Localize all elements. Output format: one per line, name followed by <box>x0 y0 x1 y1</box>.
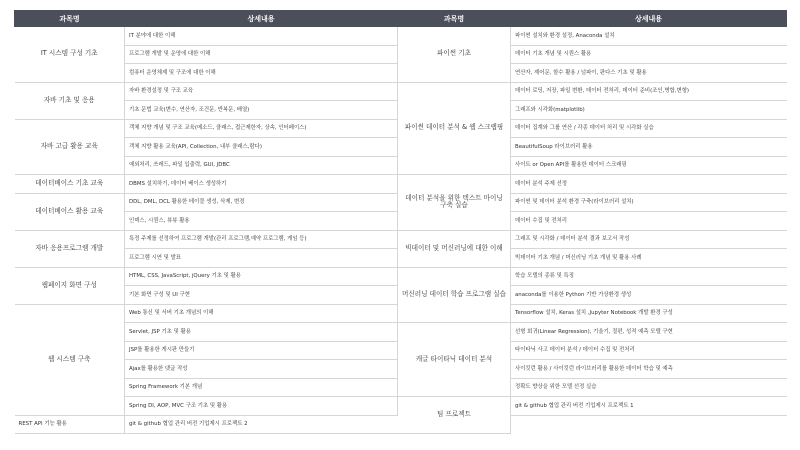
detail-cell-right: BeautifulSoup 라이브러리 활용 <box>511 138 787 157</box>
detail-cell-right: git & github 협업 관리 버전 기업제시 프로젝트 1 <box>511 397 787 416</box>
detail-cell-left: 객체 지향 개념 및 구조 교육(메소드, 클래스, 접근제한자, 상속, 인터페이스) <box>125 119 398 138</box>
subject-cell-left <box>15 230 125 267</box>
subject-name: 웹 시스템 구축 <box>48 354 91 363</box>
subject-name: 머신러닝 데이터 학습 프로그램 실습 <box>402 289 506 298</box>
subject-name: 데이터베이스 활용 교육 <box>35 206 104 215</box>
detail-cell-left: Spring DI, AOP, MVC 구조 기초 및 활용 <box>125 397 398 416</box>
subject-name: 자바 고급 활용 교육 <box>40 141 98 150</box>
detail-cell-right: 빅데이터 기초 개념 / 머신러닝 기초 개념 및 활용 사례 <box>511 249 787 268</box>
header-detail-left: 상세내용 <box>125 11 398 27</box>
detail-cell-right: 선형 회귀(Linear Regression), 기울기, 절편, 성적 예측 모델 구현 <box>511 323 787 342</box>
detail-cell-left: 예외처리, 쓰레드, 파일 입출력, GUI, JDBC <box>125 156 398 175</box>
detail-cell-left: 객체 지향 활용 교육(API, Collection, 내부 클래스,람다) <box>125 138 398 157</box>
table-row <box>15 175 787 194</box>
subject-cell-left <box>15 27 125 83</box>
detail-cell-right: 사이킷런 활용 / 사이킷런 라이브러리를 활용한 데이터 학습 및 예측 <box>511 360 787 379</box>
table-row <box>15 230 787 249</box>
detail-cell-right: 그래프와 시각화(matplotlib) <box>511 101 787 120</box>
detail-cell-right: 데이터 수집 및 전처리 <box>511 212 787 231</box>
detail-cell-left: 기초 문법 교육(변수, 연산자, 조건문, 반복문, 배열) <box>125 101 398 120</box>
subject-name: 데이터베이스 기초 교육 <box>35 178 104 187</box>
subject-cell-left <box>15 82 125 119</box>
table-row <box>15 323 787 342</box>
detail-cell-left: DBMS 설치하기, 데이터 베이스 생성하기 <box>125 175 398 194</box>
detail-cell-left: IT 분야에 대한 이해 <box>125 27 398 46</box>
subject-name: 웹페이지 화면 구성 <box>41 280 97 289</box>
detail-cell-left: 프로그램 시연 및 발표 <box>125 249 398 268</box>
detail-cell-right: 정확도 향상을 위한 모델 선정 실습 <box>511 378 787 397</box>
header-detail-right: 상세내용 <box>511 11 787 27</box>
detail-cell-right: 데이터 기초 개념 및 시퀀스 활용 <box>511 45 787 64</box>
subject-name: IT 시스템 구성 기초 <box>40 49 98 58</box>
table-row <box>15 397 787 416</box>
detail-cell-right: 사이트 or Open API를 활용한 데이터 스크래핑 <box>511 156 787 175</box>
header-subject-right: 과목명 <box>398 11 511 27</box>
detail-cell-left: DDL, DML, DCL 활용한 테이블 생성, 삭제, 변경 <box>125 193 398 212</box>
detail-cell-left: 자바 환경설정 및 구조 교육 <box>125 82 398 101</box>
subject-name: 빅데이터 및 머신러닝에 대한 이해 <box>405 243 503 252</box>
subject-cell-left <box>15 193 125 230</box>
subject-cell-right <box>398 323 511 397</box>
subject-name: 캐글 타이타닉 데이터 분석 <box>415 354 493 363</box>
detail-cell-right: git & github 협업 관리 버전 기업제시 프로젝트 2 <box>125 415 398 434</box>
detail-cell-right: 파이썬 설치와 환경 설정, Anaconda 설치 <box>511 27 787 46</box>
subject-name: 파이썬 기초 <box>437 49 471 58</box>
detail-cell-left: JSP를 활용한 게시판 만들기 <box>125 341 398 360</box>
header-subject-left: 과목명 <box>15 11 125 27</box>
detail-cell-right: 데이터 로딩, 저장, 파일 변환, 데이터 전처리, 데이터 준비(조인,병합,변형) <box>511 82 787 101</box>
subject-name: 파이썬 데이터 분석 & 웹 스크랩핑 <box>404 123 504 132</box>
subject-cell-right <box>398 267 511 323</box>
detail-cell-left: 기본 화면 구성 및 UI 구현 <box>125 286 398 305</box>
detail-cell-right: Tensorflow 설치, Keras 설치 ,Jupyter Notebook 개발 환경 구성 <box>511 304 787 323</box>
curriculum-table <box>14 10 787 434</box>
subject-cell-right <box>398 82 511 175</box>
subject-cell-left <box>15 175 125 194</box>
detail-cell-right: anaconda를 이용한 Python 기반 가상환경 생성 <box>511 286 787 305</box>
table-row <box>15 27 787 46</box>
detail-cell-left: 인덱스, 시퀀스, 뷰뷰 활용 <box>125 212 398 231</box>
subject-cell-right <box>398 397 511 434</box>
curriculum-table-container <box>14 10 786 434</box>
detail-cell-left: HTML, CSS, JavaScript, jQuery 기초 및 활용 <box>125 267 398 286</box>
subject-name: 자바 기초 및 응용 <box>43 95 95 104</box>
detail-cell-right: 파이썬 및 데이터 분석 환경 구축(라이브러리 설치) <box>511 193 787 212</box>
detail-cell-right: 학습 모델의 종류 및 특징 <box>511 267 787 286</box>
detail-cell-left: Servlet, JSP 기초 및 활용 <box>125 323 398 342</box>
detail-cell-right: 타이타닉 사고 데이터 분석 / 데이터 수집 및 전처리 <box>511 341 787 360</box>
subject-cell-left <box>15 267 125 304</box>
detail-cell-right: 그래프 및 시각화 / 데이터 분석 결과 보고서 작성 <box>511 230 787 249</box>
subject-cell-left <box>15 119 125 175</box>
subject-cell-left <box>15 304 125 415</box>
subject-cell-right <box>398 27 511 83</box>
detail-cell-left: 컴퓨터 운영체제 및 구조에 대한 이해 <box>125 64 398 83</box>
detail-cell-left: 프로그램 개발 및 운영에 대한 이해 <box>125 45 398 64</box>
detail-cell-left: Web 통신 및 서버 기초 개념의 이해 <box>125 304 398 323</box>
subject-cell-right <box>398 230 511 267</box>
detail-cell-left: Ajax를 활용한 댓글 작성 <box>125 360 398 379</box>
table-row <box>15 267 787 286</box>
detail-cell-right: 연산자, 제어문, 함수 활용 / 넘파이, 판다스 기초 및 활용 <box>511 64 787 83</box>
subject-cell-right <box>398 175 511 231</box>
detail-cell-left: REST API 기능 활용 <box>15 415 125 434</box>
detail-cell-right: 데이터 분석 주제 선정 <box>511 175 787 194</box>
subject-name: 자바 응용프로그램 개발 <box>35 243 104 252</box>
detail-cell-left: Spring Framework 기본 개념 <box>125 378 398 397</box>
table-header-row <box>15 11 787 27</box>
subject-name: 팀 프로젝트 <box>437 410 471 419</box>
detail-cell-right: 데이터 집계와 그룹 연산 / 각종 데이터 처리 및 시각화 실습 <box>511 119 787 138</box>
table-row <box>15 82 787 101</box>
detail-cell-left: 특정 주제를 선정하여 프로그램 개발(관리 프로그램,예약 프로그램, 게임 등) <box>125 230 398 249</box>
subject-name: 데이터 분석을 위한 텍스트 마이닝 구축 실습 <box>405 193 503 210</box>
